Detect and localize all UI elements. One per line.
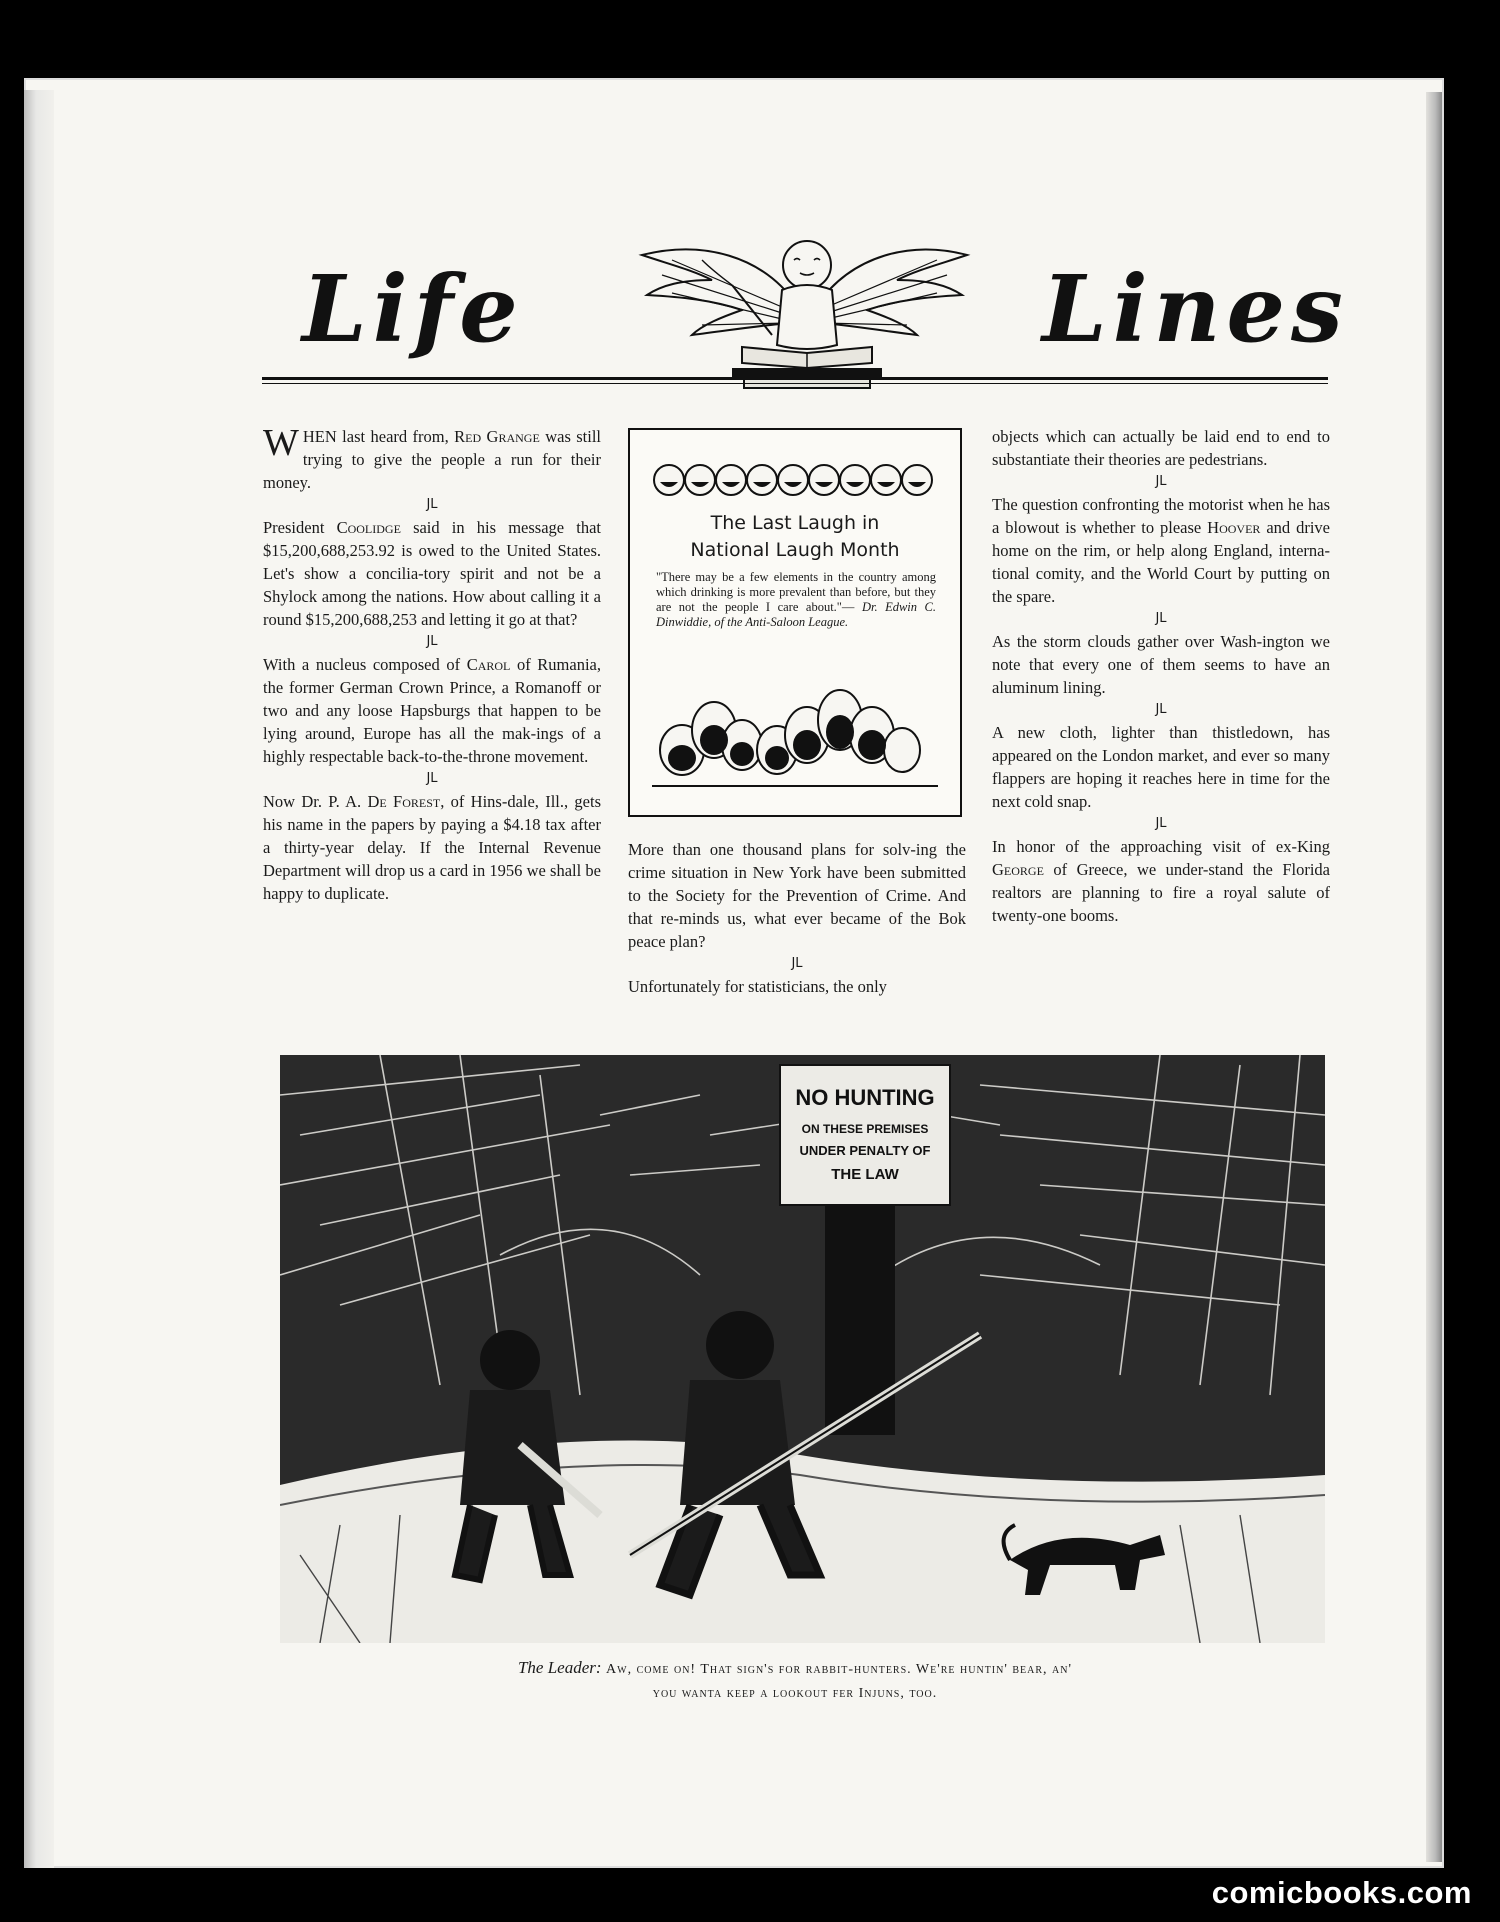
paragraph-king-george: In honor of the approaching visit of ex-King George of Greece, we under-stand the Florida realtors are planning to fire a royal salute of twenty-one booms. <box>992 837 1330 925</box>
paragraph-de-forest: Now Dr. P. A. De Forest, of Hins-dale, Ill., gets his name in the papers by paying a $4.18 tax after a thirty-year delay. If the Internal Revenue Department will drop us a card in 1956 we shall be happy to duplicate. <box>263 792 602 903</box>
masthead-life: Life <box>302 255 524 363</box>
name-hoover: Hoover <box>1207 518 1261 537</box>
cupid-icon <box>632 225 972 395</box>
laughing-crowd-icon <box>652 680 938 790</box>
column-middle <box>628 838 966 998</box>
name-coolidge: Coolidge <box>336 518 401 537</box>
masthead-rule-thin <box>262 383 1328 384</box>
caption-speaker: The Leader: <box>517 1658 602 1677</box>
top-border <box>0 0 1500 80</box>
name-george: George <box>992 860 1044 879</box>
masthead-rule <box>262 377 1328 380</box>
paragraph-red-grange: WHEN last heard from, Red Grange was still trying to give the people a run for their money. <box>263 422 602 492</box>
illustration-caption <box>262 1656 1328 1706</box>
column-right <box>992 425 1330 927</box>
sign-line-1: NO HUNTING <box>795 1085 935 1110</box>
laugh-box-attribution: Dr. Edwin C. Dinwiddie, of the Anti-Saloon League. <box>656 600 937 629</box>
paragraph-coolidge: President Coolidge said in his message that $15,200,688,253.92 is owed to the United States. Let's show a concilia-tory spirit and not be a Shylock among the nations. How about calling it a round $15,200,688,253 and letting it go at that? <box>263 518 601 629</box>
name-carol: Carol <box>466 655 511 674</box>
masthead-lines: Lines <box>1042 255 1349 363</box>
sign-line-2: ON THESE PREMISES <box>801 1122 929 1136</box>
laugh-box-title: The Last Laugh in National Laugh Month <box>690 512 900 561</box>
page-edge-right <box>1426 92 1442 1862</box>
separator: JL <box>1155 702 1167 717</box>
paragraph-hoover: The question confronting the motorist when he has a blowout is whether to please Hoover and drive home on the rim, or help along England, interna-tional comity, and the World Court by putting on the spare. <box>992 495 1331 606</box>
separator: JL <box>426 634 438 649</box>
laugh-month-box <box>628 428 962 817</box>
paragraph-statisticians: Unfortunately for statisticians, the only <box>628 977 887 996</box>
caption-line-1: The Leader: Aw, come on! That sign's for rabbit-hunters. We're huntin' bear, an' <box>517 1658 1073 1677</box>
separator: JL <box>1155 816 1167 831</box>
paragraph-carol: With a nucleus composed of Carol of Rumania, the former German Crown Prince, a Romanoff or two and any loose Hapsburgs that happen to be lying around, Europe has all the mak-ings of a highly respectable back-to-the-throne movement. <box>263 655 601 766</box>
separator: JL <box>791 956 803 971</box>
watermark: comicbooks.com <box>1211 1875 1472 1910</box>
laughing-faces-icon <box>652 460 938 500</box>
name-de-forest: De Forest, <box>367 792 445 811</box>
sign-line-4: THE LAW <box>831 1166 899 1183</box>
paragraph-pedestrians: objects which can actually be laid end to end to substantiate their theories are pedestrians. <box>992 427 1330 469</box>
caption-line-2: you wanta keep a lookout fer Injuns, too. <box>652 1686 938 1701</box>
hunters-illustration <box>280 1055 1325 1643</box>
separator: JL <box>426 497 438 512</box>
separator: JL <box>426 771 438 786</box>
separator: JL <box>1155 611 1167 626</box>
masthead <box>262 225 1349 410</box>
paragraph-new-cloth: A new cloth, lighter than thistledown, has appeared on the London market, and ever so many flappers are hoping it reaches here in time for the next cold snap. <box>992 723 1330 811</box>
paragraph-storm-clouds: As the storm clouds gather over Wash-ington we note that every one of them seems to have an aluminum lining. <box>992 632 1330 697</box>
drop-cap: W <box>263 422 299 464</box>
sign-line-3: UNDER PENALTY OF <box>799 1143 931 1158</box>
laugh-box-quote: "There may be a few elements in the country among which drinking is more prevalent than before, but they are not the people I care about."— Dr. Edwin C. Dinwiddie, of the Anti-Saloon League. <box>656 570 937 629</box>
paragraph-crime-plans: More than one thousand plans for solv-ing the crime situation in New York have been submitted to the Society for the Prevention of Crime. And that re-minds us, what ever became of the Bok peace plan? <box>628 840 966 951</box>
column-left <box>263 422 602 905</box>
name-red-grange: Red Grange <box>454 427 540 446</box>
separator: JL <box>1155 474 1167 489</box>
page-edge-left <box>24 90 54 1870</box>
